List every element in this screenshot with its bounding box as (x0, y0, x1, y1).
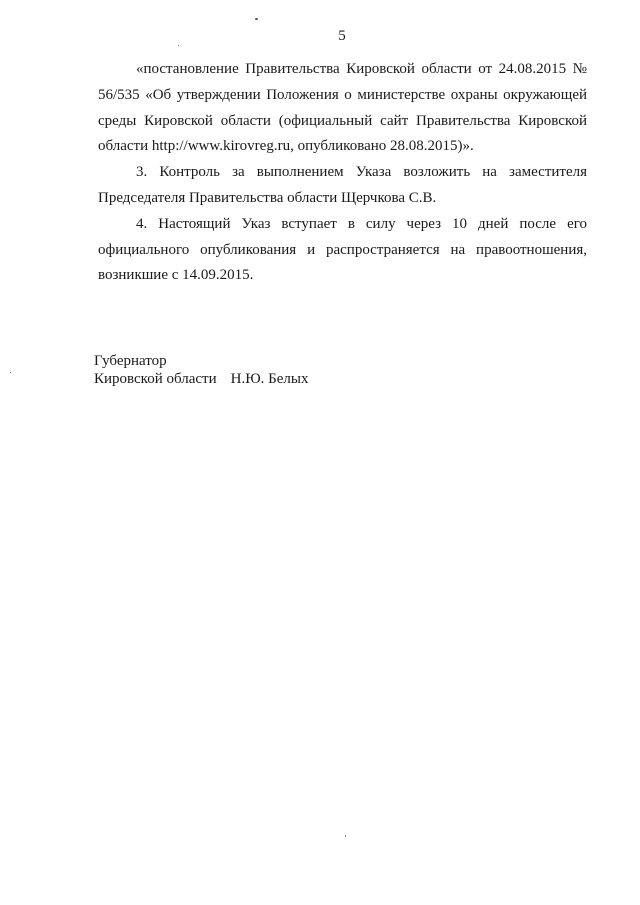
document-body (98, 57, 587, 289)
signature-title-line1: Губернатор (94, 353, 167, 369)
signature-block (94, 352, 308, 388)
signature-name: Н.Ю. Белых (230, 371, 309, 387)
signature-region: Кировской области (94, 371, 217, 387)
scan-speck (178, 45, 179, 46)
paragraph-3-control: 3. Контроль за выполнением Указа возложить на заместителя Председателя Правительства области Щерчкова С.В. (98, 164, 587, 206)
signature-title-line2 (94, 370, 308, 388)
scan-speck (10, 372, 11, 373)
page-number: 5 (338, 28, 346, 44)
scan-speck (255, 18, 258, 20)
scan-speck (345, 835, 346, 837)
paragraph-amendment: «постановление Правительства Кировской области от 24.08.2015 № 56/535 «Об утверждении Положения о министерстве охраны окружающей среды Кировской области (официальный сайт Правительства Кировской области http://www.kirovreg.ru, опубликовано 28.08.2015)». (98, 61, 587, 155)
paragraph-4-effective-date: 4. Настоящий Указ вступает в силу через 10 дней после его официального опубликования и распространяется на правоотношения, возникшие с 14.09.2015. (98, 215, 587, 284)
